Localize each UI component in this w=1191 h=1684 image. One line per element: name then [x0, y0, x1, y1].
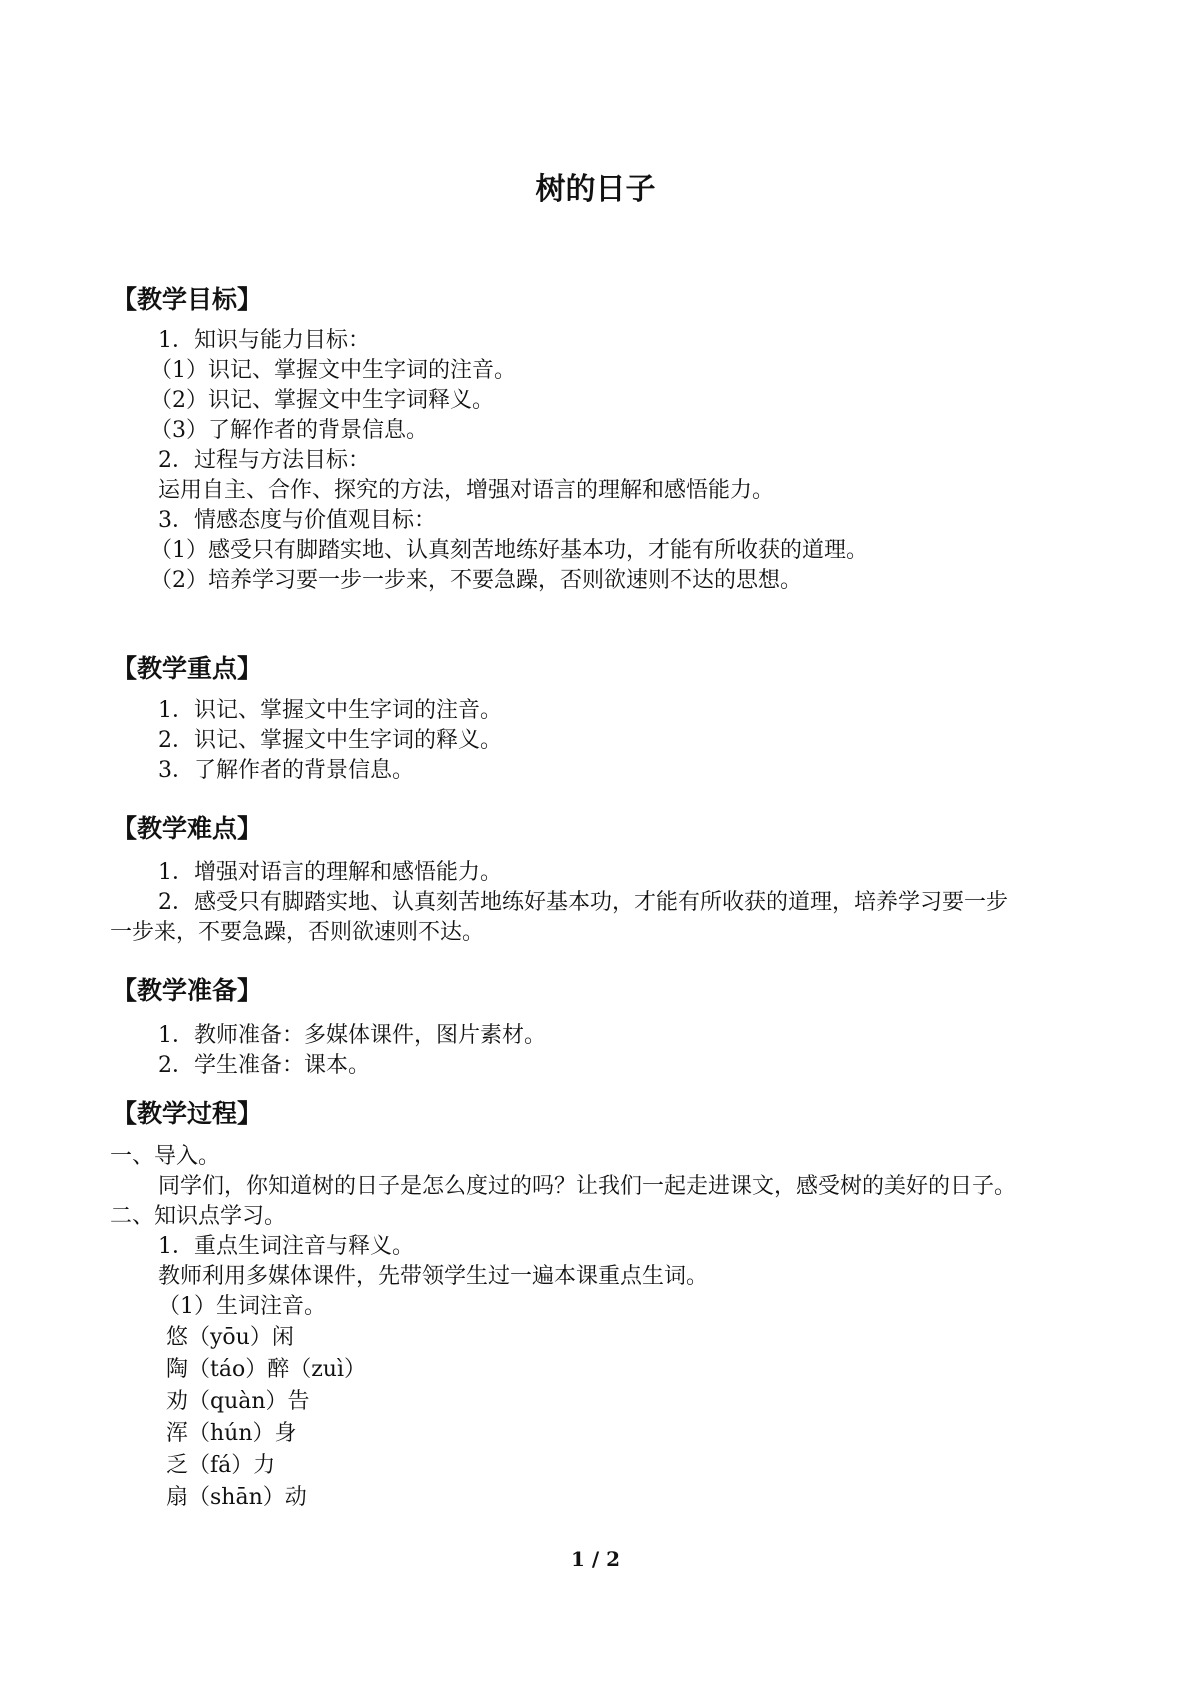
vocab-line-2: 陶（táo）醉（zuì）: [166, 1357, 366, 1382]
goals-line-6: 运用自主、合作、探究的方法，增强对语言的理解和感悟能力。: [158, 478, 775, 503]
difficulty-line-2: 2．感受只有脚踏实地、认真刻苦地练好基本功，才能有所收获的道理，培养学习要一步: [158, 890, 1008, 915]
heading-teaching-preparation: 【教学准备】: [112, 976, 263, 1005]
difficulty-line-1: 1．增强对语言的理解和感悟能力。: [158, 860, 502, 885]
goals-line-2: （1）识记、掌握文中生字词的注音。: [150, 358, 516, 383]
goals-line-8: （1）感受只有脚踏实地、认真刻苦地练好基本功，才能有所收获的道理。: [150, 538, 868, 563]
goals-line-5: 2．过程与方法目标：: [158, 448, 370, 473]
heading-teaching-process: 【教学过程】: [112, 1099, 263, 1128]
process-line-2: 同学们，你知道树的日子是怎么度过的吗？让我们一起走进课文，感受树的美好的日子。: [158, 1174, 1017, 1199]
page-number: 1 / 2: [570, 1547, 621, 1571]
goals-line-9: （2）培养学习要一步一步来，不要急躁，否则欲速则不达的思想。: [150, 568, 802, 593]
process-line-6: （1）生词注音。: [158, 1294, 326, 1319]
vocab-line-4: 浑（hún）身: [166, 1421, 297, 1446]
vocab-line-1: 悠（yōu）闲: [166, 1325, 294, 1350]
heading-teaching-goals: 【教学目标】: [112, 285, 263, 314]
vocab-line-5: 乏（fá）力: [166, 1453, 276, 1478]
difficulty-line-3: 一步来，不要急躁，否则欲速则不达。: [110, 920, 485, 945]
vocab-line-3: 劝（quàn）告: [166, 1389, 310, 1414]
process-line-1: 一、导入。: [110, 1144, 221, 1169]
focus-line-2: 2．识记、掌握文中生字词的释义。: [158, 728, 502, 753]
goals-line-1: 1．知识与能力目标：: [158, 328, 370, 353]
preparation-line-1: 1．教师准备：多媒体课件，图片素材。: [158, 1023, 546, 1048]
document-title: 树的日子: [535, 172, 656, 207]
vocab-line-6: 扇（shān）动: [166, 1485, 307, 1510]
focus-line-1: 1．识记、掌握文中生字词的注音。: [158, 698, 502, 723]
process-line-4: 1．重点生词注音与释义。: [158, 1234, 414, 1259]
preparation-line-2: 2．学生准备：课本。: [158, 1053, 370, 1078]
heading-teaching-focus: 【教学重点】: [112, 654, 263, 683]
goals-line-7: 3．情感态度与价值观目标：: [158, 508, 436, 533]
goals-line-4: （3）了解作者的背景信息。: [150, 418, 428, 443]
process-line-5: 教师利用多媒体课件，先带领学生过一遍本课重点生词。: [158, 1264, 709, 1289]
goals-line-3: （2）识记、掌握文中生字词释义。: [150, 388, 494, 413]
process-line-3: 二、知识点学习。: [110, 1204, 287, 1229]
heading-teaching-difficulty: 【教学难点】: [112, 814, 263, 843]
focus-line-3: 3．了解作者的背景信息。: [158, 758, 414, 783]
